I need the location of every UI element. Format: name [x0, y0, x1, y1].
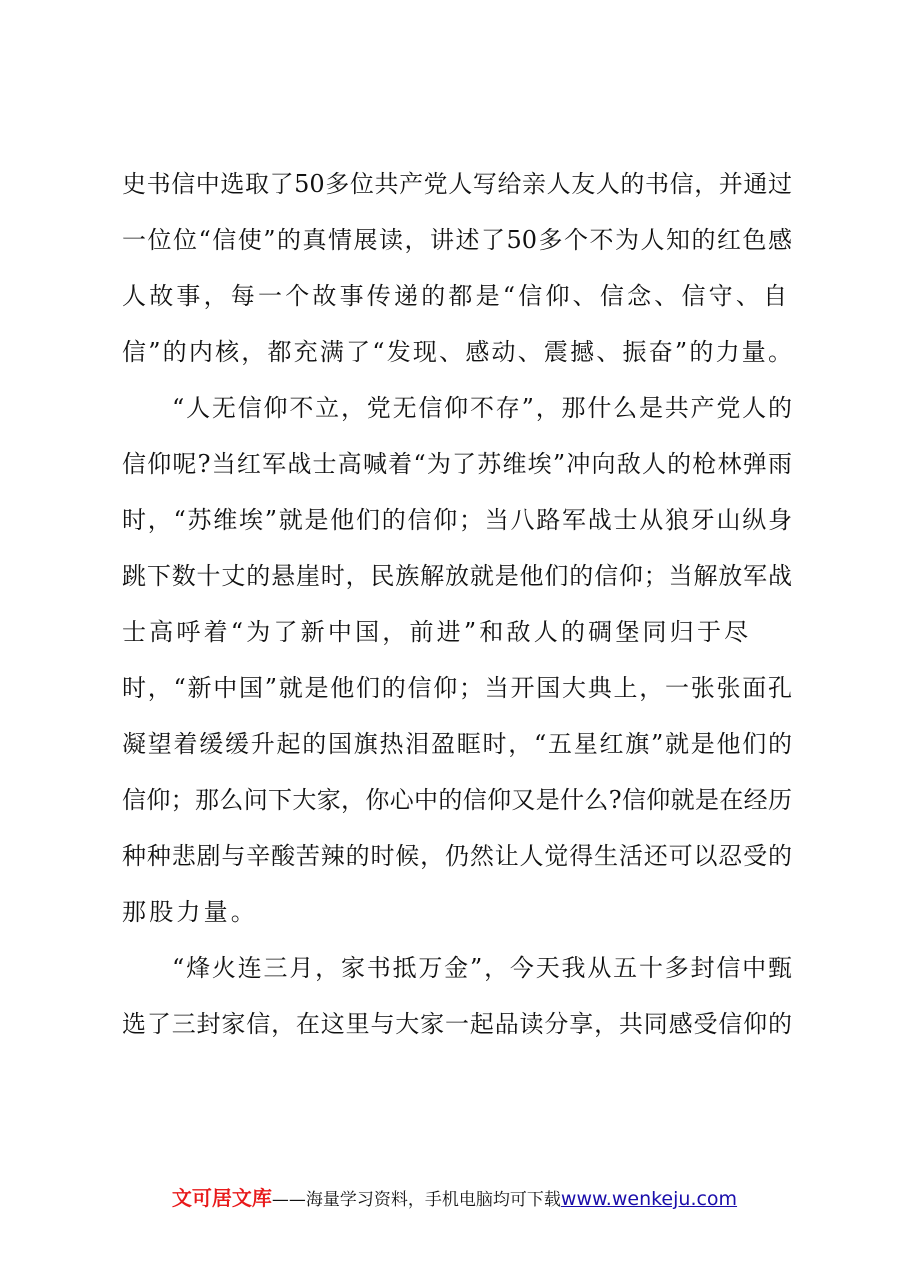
footer-brand: 文可居文库 [171, 1186, 272, 1210]
text-line: 凝望着缓缓升起的国旗热泪盈眶时，“五星红旗”就是他们的 [122, 730, 792, 758]
text-line: 那股力量。 [122, 898, 258, 926]
text-line: 一位位“信使”的真情展读，讲述了50多个不为人知的红色感 [122, 226, 792, 254]
text-line: 跳下数十丈的悬崖时，民族解放就是他们的信仰；当解放军战 [122, 562, 792, 590]
footer-website-link[interactable]: www.wenkeju.com [560, 1188, 738, 1210]
text-line: 选了三封家信，在这里与大家一起品读分享，共同感受信仰的 [122, 1010, 792, 1038]
page-footer [0, 1182, 909, 1211]
text-line: 信仰；那么问下大家，你心中的信仰又是什么?信仰就是在经历 [122, 786, 792, 814]
text-line: 时，“苏维埃”就是他们的信仰；当八路军战士从狼牙山纵身 [122, 506, 792, 534]
document-body [122, 164, 792, 1060]
footer-tagline: ——海量学习资料，手机电脑均可下载 [271, 1190, 561, 1210]
text-line: 时，“新中国”就是他们的信仰；当开国大典上，一张张面孔 [122, 674, 792, 702]
text-line: 信仰呢?当红军战士高喊着“为了苏维埃”冲向敌人的枪林弹雨 [122, 450, 792, 478]
text-line: 信”的内核，都充满了“发现、感动、震撼、振奋”的力量。 [122, 338, 792, 366]
text-line: 士高呼着“为了新中国，前进”和敌人的碉堡同归于尽 [122, 618, 752, 646]
text-line: 人故事，每一个故事传递的都是“信仰、信念、信守、自 [122, 282, 791, 310]
text-line: “人无信仰不立，党无信仰不存”，那什么是共产党人的 [172, 394, 792, 422]
text-line: “烽火连三月，家书抵万金”，今天我从五十多封信中甄 [172, 954, 792, 982]
text-line: 史书信中选取了50多位共产党人写给亲人友人的书信，并通过 [122, 170, 792, 198]
text-line: 种种悲剧与辛酸苦辣的时候，仍然让人觉得生活还可以忍受的 [122, 842, 792, 870]
